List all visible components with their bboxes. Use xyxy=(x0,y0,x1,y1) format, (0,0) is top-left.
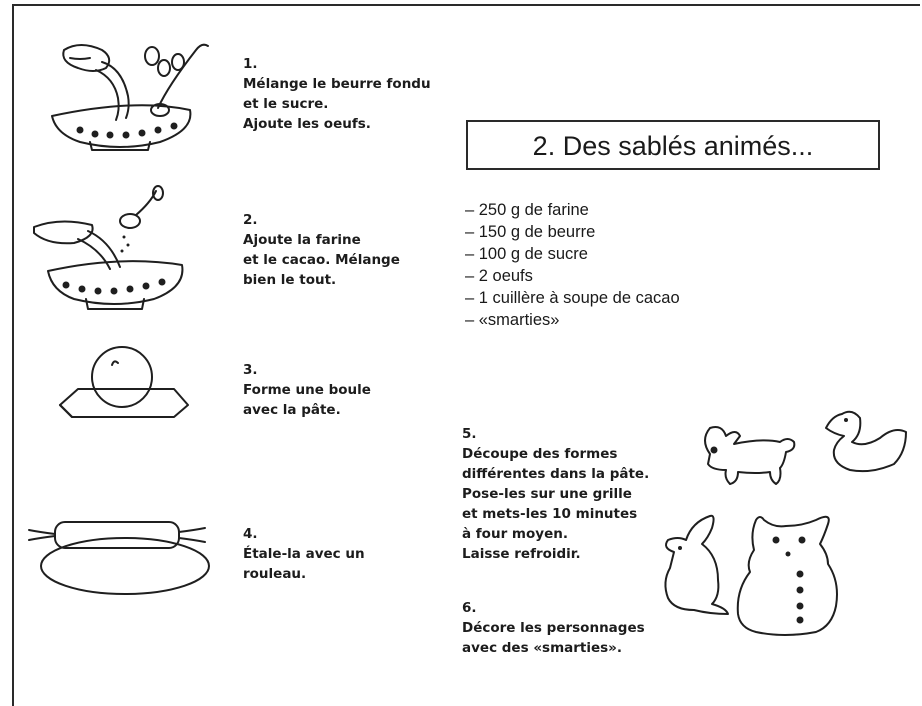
step-4 xyxy=(243,524,365,584)
step-text: et le cacao. Mélange xyxy=(243,252,400,268)
ingredient-item: – 2 oeufs xyxy=(465,267,533,285)
cat-cookie-icon xyxy=(732,510,844,638)
duck-cookie-icon xyxy=(822,404,910,476)
step-text: avec la pâte. xyxy=(243,402,341,418)
step-6 xyxy=(462,598,645,658)
step-text: différentes dans la pâte. xyxy=(462,466,650,482)
step-text: Découpe des formes xyxy=(462,446,618,462)
step-text: Décore les personnages xyxy=(462,620,645,636)
ingredient-item: – 100 g de sucre xyxy=(465,245,588,263)
bowl-adding-flour-icon xyxy=(30,185,200,320)
step-number: 4. xyxy=(243,526,258,542)
step-text: Ajoute les oeufs. xyxy=(243,116,371,132)
recipe-title-box xyxy=(466,120,880,170)
step-text: Mélange le beurre fondu xyxy=(243,76,431,92)
step-text: Laisse refroidir. xyxy=(462,546,581,562)
step-text: à four moyen. xyxy=(462,526,568,542)
step-number: 1. xyxy=(243,56,258,72)
ingredient-item: – 250 g de farine xyxy=(465,201,589,219)
step-text: et mets-les 10 minutes xyxy=(462,506,638,522)
step-number: 2. xyxy=(243,212,258,228)
dough-ball-icon xyxy=(56,345,196,425)
step-text: avec des «smarties». xyxy=(462,640,623,656)
ingredient-item: – 150 g de beurre xyxy=(465,223,596,241)
rabbit-cookie-icon xyxy=(690,420,802,494)
step-number: 3. xyxy=(243,362,258,378)
step-1 xyxy=(243,54,431,134)
rolling-pin-icon xyxy=(25,508,215,598)
bowl-pouring-butter-icon xyxy=(40,38,230,153)
step-text: bien le tout. xyxy=(243,272,337,288)
step-text: Forme une boule xyxy=(243,382,371,398)
step-text: rouleau. xyxy=(243,566,307,582)
ingredient-item: – 1 cuillère à soupe de cacao xyxy=(465,289,680,307)
step-text: Étale-la avec un xyxy=(243,546,365,562)
step-2 xyxy=(243,210,400,290)
recipe-title: 2. Des sablés animés... xyxy=(532,131,814,161)
step-number: 5. xyxy=(462,426,477,442)
step-5 xyxy=(462,424,649,564)
ingredient-item: – «smarties» xyxy=(465,311,560,329)
mouse-cookie-icon xyxy=(658,510,738,616)
step-text: Pose-les sur une grille xyxy=(462,486,632,502)
step-text: Ajoute la farine xyxy=(243,232,361,248)
ingredient-list xyxy=(465,199,680,331)
step-text: et le sucre. xyxy=(243,96,329,112)
step-number: 6. xyxy=(462,600,477,616)
step-3 xyxy=(243,360,371,420)
